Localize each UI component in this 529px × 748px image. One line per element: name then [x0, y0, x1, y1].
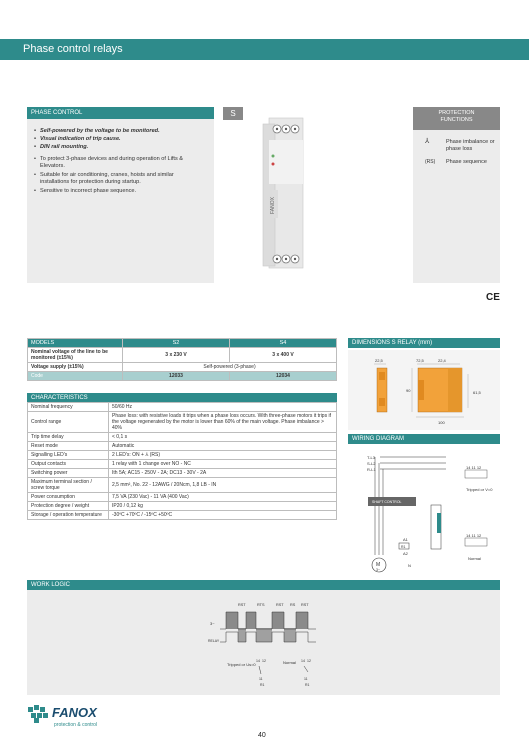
list-item: • Sensitive to incorrect phase sequence. [34, 188, 204, 195]
tripped-label: Tripped or V=0 [466, 487, 493, 492]
table-cell: Nominal frequency [28, 403, 109, 412]
list-item: • To protect 3-phase devices and during operation of Lifts & Elevators. [34, 156, 204, 170]
table-cell: Trip time delay [28, 433, 109, 442]
list-item: • Self-powered by the voltage to be monitored. [34, 128, 204, 135]
protection-item-label: Phase imbalance or phase loss [446, 139, 495, 152]
table-row [28, 460, 337, 469]
list-item: • DIN rail mounting. [34, 144, 204, 151]
table-header-cell: S4 [230, 339, 337, 348]
wiring-diagram [348, 447, 500, 582]
phase-label: RTS [257, 603, 265, 607]
table-row [28, 348, 337, 363]
table-row [28, 502, 337, 511]
table-cell: < 0,1 s [109, 433, 337, 442]
line-label: R-L1 [367, 467, 376, 472]
dimension-label: 22,4 [438, 358, 446, 363]
table-row [28, 412, 337, 433]
protection-title-line1: PROTECTION [438, 110, 475, 116]
contact-label: N [408, 563, 411, 568]
product-image [255, 116, 315, 276]
table-cell: Power consumption [28, 493, 109, 502]
fanox-logo-icon [28, 705, 50, 723]
protection-item-label: Phase sequence [446, 159, 487, 165]
table-row [28, 469, 337, 478]
dimension-label: 72,5 [416, 358, 424, 363]
table-row [28, 478, 337, 493]
relay-label: R1 [305, 683, 310, 687]
list-item: • Visual indication of trip cause. [34, 136, 204, 143]
table-cell: 3 x 400 V [230, 348, 337, 363]
contact-number: 12 [262, 659, 266, 663]
ce-mark: CE [486, 292, 500, 303]
contact-label: A2 [403, 551, 408, 556]
row-label: 3~ [210, 621, 215, 626]
table-row [28, 372, 337, 381]
table-header-cell: S2 [123, 339, 230, 348]
table-cell: 12034 [230, 372, 337, 381]
footer-brand: FANOX [52, 705, 97, 720]
table-cell: Switching power [28, 469, 109, 478]
table-cell: Reset mode [28, 442, 109, 451]
table-cell: Signalling LED's [28, 451, 109, 460]
product-brand-label: FANOX [270, 197, 276, 214]
dimension-label: 22,5 [375, 358, 383, 363]
list-item: • Suitable for air conditioning, cranes, hoists and similar installations for protection during startup. [34, 172, 204, 186]
table-cell: Voltage supply (±15%) [28, 363, 123, 372]
dimensions-drawing [348, 350, 500, 430]
table-cell: Phase loss: with resistive loads it trips when a phase loss occurs. With three-phase motors it trips if the voltage regenerated by the motor is lower than 60% of the main voltage. Phase imbalance > 40% [109, 412, 337, 433]
page-number: 40 [258, 732, 266, 739]
table-cell: 2 LED's: ON + ⅄ (RS) [109, 451, 337, 460]
protection-title-line2: FUNCTIONS [440, 117, 473, 123]
table-cell: 1 relay with 1 change over NO - NC [109, 460, 337, 469]
terminal-label: 14 11 12 [466, 533, 482, 538]
relay-label: R1 [260, 683, 265, 687]
work-logic-diagram [200, 598, 340, 688]
table-row [28, 433, 337, 442]
table-cell: Maximum terminal section / screw torque [28, 478, 109, 493]
table-row [28, 451, 337, 460]
model-badge: S [223, 107, 243, 120]
table-cell: Nominal voltage of the line to be monitored (±15%) [28, 348, 123, 363]
dimensions-title: DIMENSIONS S RELAY (mm) [348, 338, 500, 348]
contact-number: 14 [301, 659, 305, 663]
footer-tagline: protection & control [54, 722, 98, 728]
dimension-label: 100 [438, 420, 445, 425]
phase-control-title: PHASE CONTROL [27, 107, 214, 119]
phase-control-list [34, 128, 204, 197]
phase-label: RST [276, 603, 284, 607]
dimension-label: 90 [406, 388, 411, 393]
work-logic-title: WORK LOGIC [27, 580, 500, 590]
contact-label: R1 [401, 545, 406, 549]
line-label: S-L2 [367, 461, 376, 466]
table-cell: Ith 5A; AC15 - 250V - 2A; DC13 - 30V - 2A [109, 469, 337, 478]
phase-sequence-icon: (RS) [425, 159, 436, 165]
phase-label: RST [301, 603, 309, 607]
table-cell: Protection degree / weight [28, 502, 109, 511]
table-row [28, 403, 337, 412]
table-cell: IP20 / 0,12 kg [109, 502, 337, 511]
imbalance-icon: ⅄ [425, 138, 430, 145]
protection-functions-box [413, 107, 500, 283]
table-row [28, 442, 337, 451]
terminal-label: 14 11 12 [466, 465, 482, 470]
motor-symbol: M [376, 562, 381, 568]
table-cell: Automatic [109, 442, 337, 451]
table-cell: 7,5 VA (230 Vac) - 11 VA (400 Vac) [109, 493, 337, 502]
contact-number: 12 [307, 659, 311, 663]
table-cell: Storage / operation temperature [28, 511, 109, 520]
contact-label: A1 [403, 537, 408, 542]
normal-label: Normal [283, 660, 296, 665]
dimension-label: 61,5 [473, 390, 481, 395]
table-cell: 3 x 230 V [123, 348, 230, 363]
characteristics-table [27, 402, 337, 520]
table-cell: -30ºC +70ºC / -15ºC +50ºC [109, 511, 337, 520]
normal-label: Normal [468, 556, 481, 561]
table-cell: Output contacts [28, 460, 109, 469]
protection-item [425, 139, 499, 152]
contact-number: 11 [304, 677, 308, 681]
table-cell: Code [28, 372, 123, 381]
tripped-label: Tripped or Us=0 [227, 662, 256, 667]
line-label: T-L3 [367, 455, 376, 460]
contact-number: 14 [256, 659, 260, 663]
motor-sub: 3~ [376, 568, 380, 572]
table-header-cell: MODELS [28, 339, 123, 348]
table-cell: 12033 [123, 372, 230, 381]
contact-number: 11 [259, 677, 263, 681]
table-row [28, 493, 337, 502]
table-header-row [28, 339, 337, 348]
models-table [27, 338, 337, 381]
table-cell: 50/60 Hz [109, 403, 337, 412]
characteristics-title: CHARACTERISTICS [27, 393, 337, 403]
box-label: SHAFT CONTROL [372, 500, 402, 504]
protection-item [425, 159, 499, 166]
protection-functions-title [413, 107, 500, 130]
phase-label: RST [238, 603, 246, 607]
phase-label: RS [290, 603, 296, 607]
table-cell: Self-powered (3-phase) [123, 363, 337, 372]
table-cell: 2,5 mm², No. 22 - 12AWG / 20Ncm, 1,8 LB - IN [109, 478, 337, 493]
table-row [28, 363, 337, 372]
row-label: RELAY [208, 639, 220, 643]
wiring-title: WIRING DIAGRAM [348, 434, 500, 444]
table-cell: Control range [28, 412, 109, 433]
page-title: Phase control relays [23, 43, 123, 55]
table-row [28, 511, 337, 520]
